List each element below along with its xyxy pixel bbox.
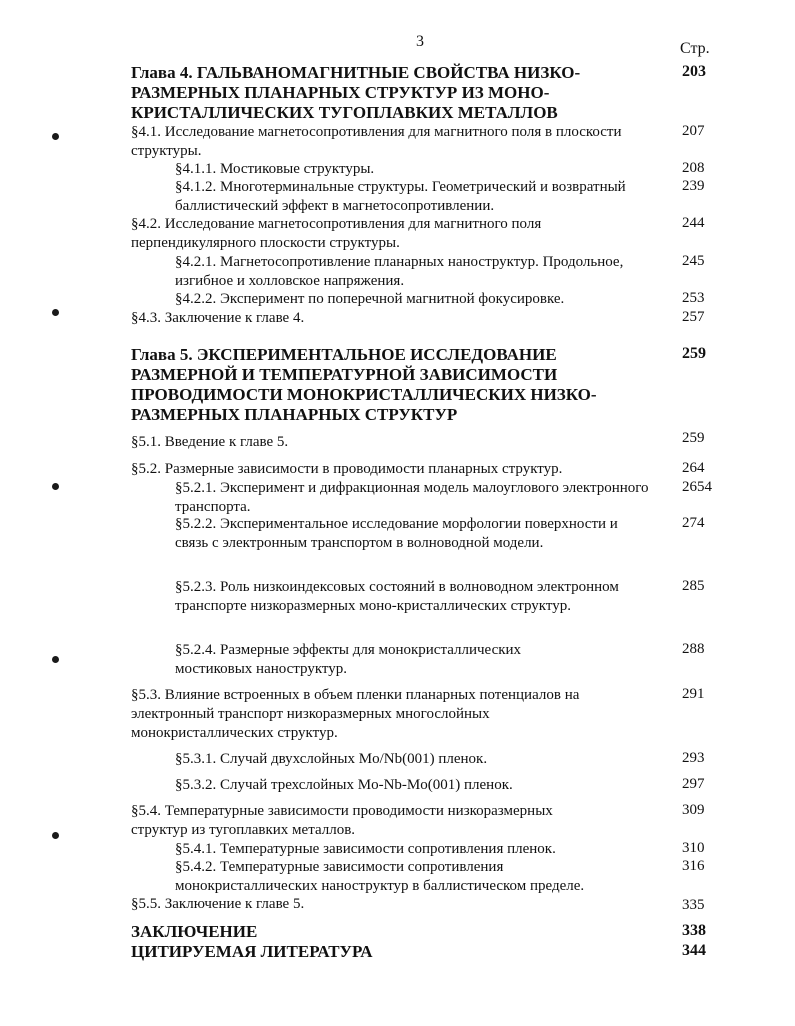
- toc-section: [131, 309, 651, 328]
- toc-entry-text: ЦИТИРУЕМАЯ ЛИТЕРАТУРА: [131, 942, 373, 961]
- toc-entry-text: §5.3. Влияние встроенных в объем пленки планарных потенциалов на электронный транспорт низкоразмерных многослойных монокристаллических структур.: [131, 687, 580, 741]
- toc-section: [131, 460, 651, 479]
- toc-section: [131, 895, 651, 914]
- punch-hole-mark: [52, 309, 59, 316]
- toc-subsection: [175, 578, 635, 616]
- toc-entry-text: Глава 5. ЭКСПЕРИМЕНТАЛЬНОЕ ИССЛЕДОВАНИЕ РАЗМЕРНОЙ И ТЕМПЕРАТУРНОЙ ЗАВИСИМОСТИ ПРОВОДИМОСТИ МОНОКРИСТАЛЛИЧЕСКИХ НИЗКО-РАЗМЕРНЫХ ПЛАНАРНЫХ СТРУКТУР: [131, 345, 597, 424]
- toc-section: [131, 802, 611, 840]
- toc-subsection: [175, 160, 655, 179]
- toc-page-number: 259: [682, 430, 705, 446]
- toc-entry-text: §5.4. Температурные зависимости проводимости низкоразмерных структур из тугоплавких металлов.: [131, 803, 553, 838]
- toc-page-number: 208: [682, 160, 705, 176]
- toc-subsection: [175, 253, 655, 291]
- toc-entry-text: ЗАКЛЮЧЕНИЕ: [131, 922, 258, 941]
- toc-page-number: 274: [682, 515, 705, 531]
- toc-entry-text: §5.5. Заключение к главе 5.: [131, 896, 305, 912]
- toc-subsection: [175, 750, 655, 769]
- toc-page-number: 293: [682, 750, 705, 766]
- toc-chapter-5: [131, 345, 661, 425]
- punch-hole-mark: [52, 133, 59, 140]
- toc-page-number: 257: [682, 309, 705, 325]
- toc-entry-text: §5.2.2. Экспериментальное исследование морфологии поверхности и связь с электронным транспортом в волноводной модели.: [175, 516, 618, 551]
- toc-page-number: 203: [682, 63, 706, 80]
- toc-entry-text: §5.2.4. Размерные эффекты для монокристаллических мостиковых наноструктур.: [175, 642, 522, 677]
- toc-entry-text: §5.1. Введение к главе 5.: [131, 434, 289, 450]
- toc-entry-text: §5.3.1. Случай двухслойных Mo/Nb(001) пленок.: [175, 751, 488, 767]
- toc-entry-text: §5.2.3. Роль низкоиндексовых состояний в волноводном электронном транспорте низкоразмерных моно-кристаллических структур.: [175, 579, 619, 614]
- toc-entry-text: §5.4.2. Температурные зависимости сопротивления монокристаллических наноструктур в баллистическом пределе.: [175, 859, 585, 894]
- toc-entry-text: §5.4.1. Температурные зависимости сопротивления пленок.: [175, 841, 556, 857]
- toc-page-number: 285: [682, 578, 705, 594]
- toc-entry-text: §5.2. Размерные зависимости в проводимости планарных структур.: [131, 461, 563, 477]
- toc-subsection: [175, 479, 655, 517]
- toc-entry-text: §4.1.1. Мостиковые структуры.: [175, 161, 375, 177]
- toc-page-number: 288: [682, 641, 705, 657]
- toc-entry-text: §4.3. Заключение к главе 4.: [131, 310, 305, 326]
- punch-hole-mark: [52, 656, 59, 663]
- toc-page-number: 244: [682, 215, 705, 231]
- toc-subsection: [175, 515, 630, 553]
- punch-hole-mark: [52, 483, 59, 490]
- toc-subsection: [175, 858, 635, 896]
- toc-subsection: [175, 840, 655, 859]
- toc-page-number: 245: [682, 253, 705, 269]
- toc-page-number: 264: [682, 460, 705, 476]
- toc-page-number: 297: [682, 776, 705, 792]
- toc-page-number: 207: [682, 123, 705, 139]
- toc-entry-text: Глава 4. ГАЛЬВАНОМАГНИТНЫЕ СВОЙСТВА НИЗКО-РАЗМЕРНЫХ ПЛАНАРНЫХ СТРУКТУР ИЗ МОНО-КРИСТАЛЛИЧЕСКИХ ТУГОПЛАВКИХ МЕТАЛЛОВ: [131, 63, 581, 122]
- toc-page-number: 335: [682, 897, 705, 913]
- toc-page-number: 253: [682, 290, 705, 306]
- toc-chapter-4: [131, 63, 661, 123]
- punch-hole-mark: [52, 832, 59, 839]
- toc-subsection: [175, 290, 655, 309]
- toc-entry-text: §4.1.2. Многотерминальные структуры. Геометрический и возвратный баллистический эффект в магнетосопротивлении.: [175, 179, 626, 214]
- toc-conclusion: [131, 922, 661, 942]
- toc-page-number: 309: [682, 802, 705, 818]
- toc-entry-text: §4.2.1. Магнетосопротивление планарных наноструктур. Продольное, изгибное и холловское напряжения.: [175, 254, 624, 289]
- toc-entry-text: §5.3.2. Случай трехслойных Mo-Nb-Mo(001) пленок.: [175, 777, 513, 793]
- toc-section: [131, 215, 651, 253]
- toc-entry-text: §4.2. Исследование магнетосопротивления для магнитного поля перпендикулярного плоскости структуры.: [131, 216, 542, 251]
- toc-page-number: 291: [682, 686, 705, 702]
- toc-entry-text: §5.2.1. Эксперимент и дифракционная модель малоуглового электронного транспорта.: [175, 480, 649, 515]
- toc-page-number: 344: [682, 942, 706, 959]
- toc-page-number: 316: [682, 858, 705, 874]
- toc-page-number: 2654: [682, 479, 712, 495]
- toc-subsection: [175, 776, 655, 795]
- toc-page-number: 239: [682, 178, 705, 194]
- toc-entry-text: §4.1. Исследование магнетосопротивления для магнитного поля в плоскости структуры.: [131, 124, 622, 159]
- toc-page-number: 259: [682, 345, 706, 362]
- toc-section: [131, 686, 631, 743]
- toc-page-number: 338: [682, 922, 706, 939]
- page-number: 3: [416, 33, 424, 50]
- toc-section: [131, 123, 651, 161]
- toc-subsection: [175, 641, 575, 679]
- toc-entry-text: §4.2.2. Эксперимент по поперечной магнитной фокусировке.: [175, 291, 565, 307]
- toc-page-number: 310: [682, 840, 705, 856]
- toc-references: [131, 942, 661, 962]
- page-column-header: Стр.: [680, 40, 710, 57]
- toc-subsection: [175, 178, 655, 216]
- toc-section: [131, 433, 651, 452]
